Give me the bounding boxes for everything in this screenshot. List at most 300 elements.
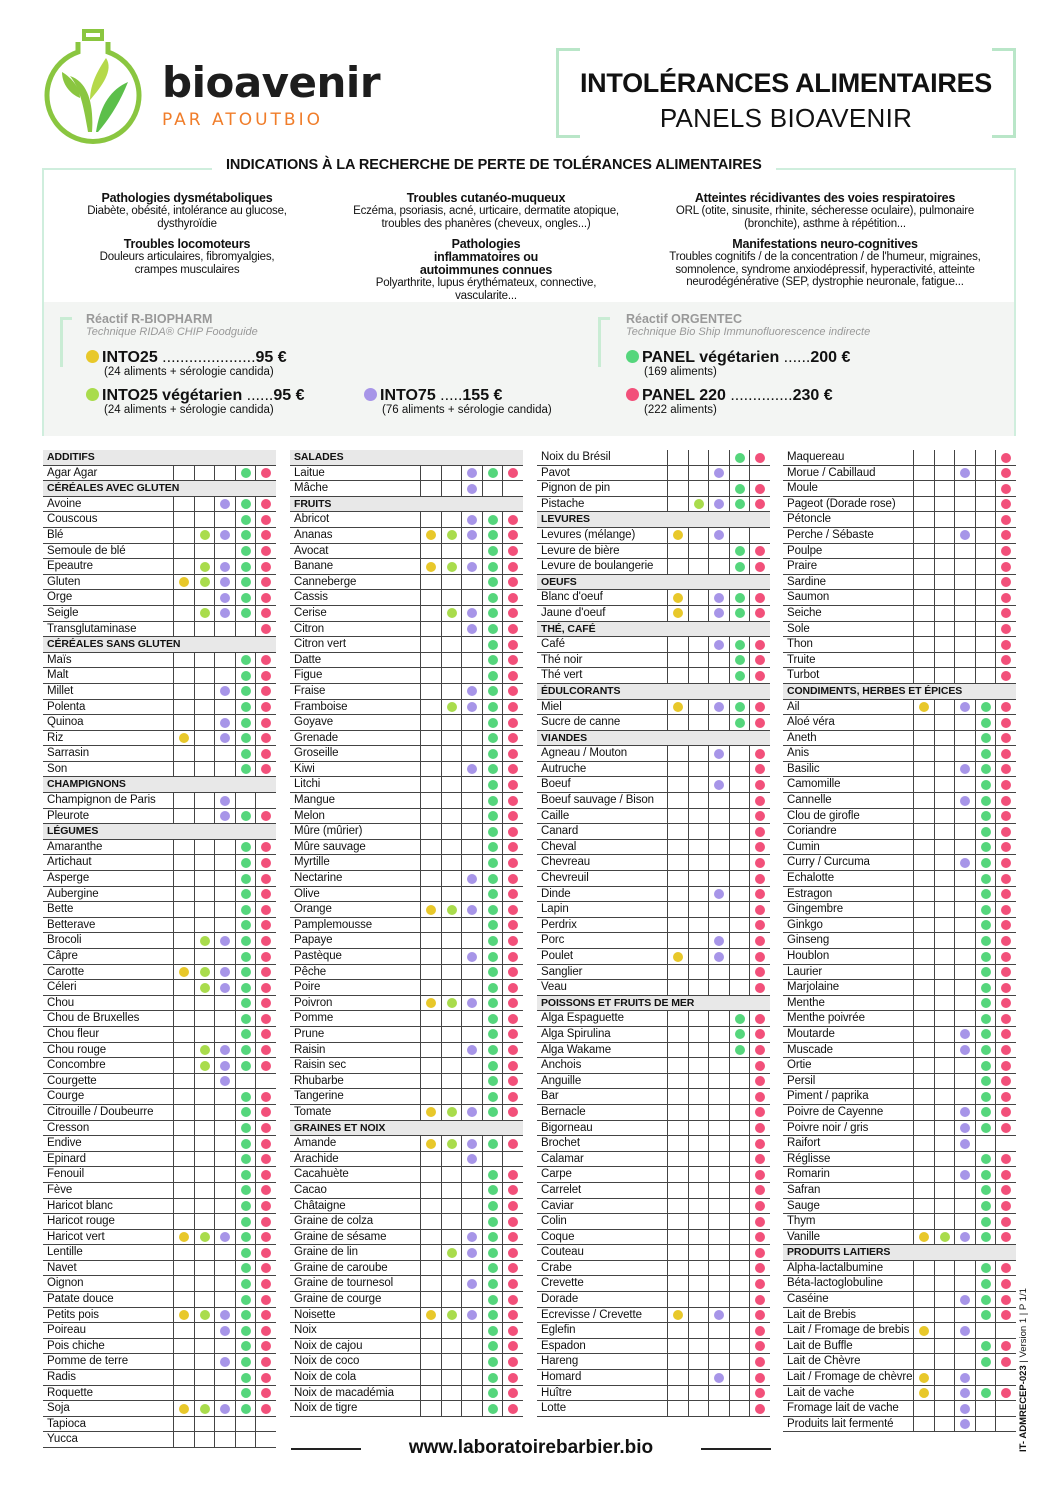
panel-dot-icon — [1001, 453, 1011, 463]
panel-cell — [235, 1261, 256, 1276]
panel-cell — [214, 1058, 235, 1073]
panel-dot-icon — [467, 998, 477, 1008]
panel-cell — [708, 715, 729, 730]
panel-cell — [214, 1432, 235, 1447]
panel-dot-icon — [179, 577, 189, 587]
panel-dot-icon — [261, 1404, 271, 1414]
panel-cell — [934, 1276, 955, 1291]
panel-cell — [173, 809, 194, 824]
panel-dot-icon — [426, 562, 436, 572]
panel-cell — [729, 746, 750, 761]
panel-cell — [954, 1323, 975, 1338]
panel-cell — [420, 1308, 441, 1323]
panel-cell — [708, 1074, 729, 1089]
food-row — [537, 1339, 770, 1355]
panel-dot-icon — [261, 1061, 271, 1071]
panel-cell — [975, 824, 996, 839]
panel-cell — [173, 684, 194, 699]
panel-cell — [194, 902, 215, 917]
food-name: Haricot blanc — [47, 1199, 113, 1212]
panel-cell — [214, 606, 235, 621]
panel-cell — [995, 840, 1016, 855]
panel-cell — [729, 715, 750, 730]
food-row — [537, 1136, 770, 1152]
panel-dot-icon — [241, 1201, 251, 1211]
food-name: Autruche — [541, 762, 587, 775]
panel-cell — [934, 1089, 955, 1104]
panel-dot-icon — [261, 1217, 271, 1227]
panel-cell — [995, 1152, 1016, 1167]
food-row — [43, 1276, 276, 1292]
panel-cell — [975, 1261, 996, 1276]
food-row — [290, 1011, 523, 1027]
panel-dot-icon — [488, 796, 498, 806]
panel-cell — [995, 1401, 1016, 1416]
food-row — [537, 980, 770, 996]
panel-cell — [461, 933, 482, 948]
panel-dot-icon — [241, 874, 251, 884]
food-name: Chou — [47, 996, 75, 1009]
panel-cell — [482, 700, 503, 715]
panel-dot-icon — [960, 764, 970, 774]
panel-dot-icon — [960, 1029, 970, 1039]
panel-cell — [482, 777, 503, 792]
food-row — [537, 481, 770, 497]
food-row — [537, 559, 770, 575]
panel-dot-icon — [981, 936, 991, 946]
food-name: Myrtille — [294, 856, 330, 869]
panel-cell — [255, 731, 276, 746]
brand-name: bioavenir — [162, 58, 381, 107]
panel-cell — [441, 902, 462, 917]
panel-cell — [461, 575, 482, 590]
panel-cell — [975, 855, 996, 870]
food-name: Crabe — [541, 1261, 572, 1274]
food-row — [537, 1027, 770, 1043]
panel-cell — [729, 1214, 750, 1229]
panel-cell — [194, 575, 215, 590]
food-name: Cresson — [47, 1121, 90, 1134]
panel-cell — [708, 824, 729, 839]
food-name: Sanglier — [541, 965, 583, 978]
panel-cell — [461, 1261, 482, 1276]
reactif-rbiopharm — [86, 312, 258, 338]
food-name: Porc — [541, 934, 565, 947]
panel-dot-icon — [735, 608, 745, 618]
panel-dot-icon — [241, 1248, 251, 1258]
food-row — [783, 450, 1016, 466]
panel-dot-icon — [261, 983, 271, 993]
food-row — [537, 715, 770, 731]
panel-cell — [502, 731, 523, 746]
panel-cell — [173, 528, 194, 543]
panel-dot-icon — [261, 1107, 271, 1117]
panel-cell — [420, 559, 441, 574]
panel-cell — [954, 653, 975, 668]
panel-dot-icon — [508, 874, 518, 884]
panel-dot-icon — [755, 749, 765, 759]
food-row — [43, 949, 276, 965]
panel-dot-icon — [488, 1217, 498, 1227]
panel-cell — [482, 1354, 503, 1369]
panel-dot-icon — [981, 1341, 991, 1351]
pink-dot-icon — [626, 388, 639, 401]
panel-dot-icon — [714, 1310, 724, 1320]
panel-cell — [954, 715, 975, 730]
panel-cell — [708, 590, 729, 605]
food-row — [783, 1183, 1016, 1199]
panel-cell — [729, 1354, 750, 1369]
panel-cell — [995, 512, 1016, 527]
food-row — [783, 1354, 1016, 1370]
food-name: Lait de vache — [787, 1386, 855, 1399]
food-name: Thon — [787, 638, 813, 651]
panel-cell — [502, 1308, 523, 1323]
yellow-dot-icon — [86, 350, 99, 363]
panel-cell — [482, 715, 503, 730]
panel-cell — [461, 700, 482, 715]
panel-cell — [688, 1136, 709, 1151]
panel-cell — [214, 700, 235, 715]
food-row — [43, 497, 276, 513]
panel-cell — [708, 1386, 729, 1401]
panel-cell — [749, 949, 770, 964]
food-name: Lotte — [541, 1402, 567, 1415]
panel-dot-icon — [220, 577, 230, 587]
panel-cell — [502, 1167, 523, 1182]
food-name: Ananas — [294, 528, 333, 541]
panel-cell — [255, 497, 276, 512]
panel-cell — [667, 777, 688, 792]
panel-cell — [173, 902, 194, 917]
food-name: Cumin — [787, 840, 820, 853]
panel-cell — [954, 949, 975, 964]
panel-cell — [235, 1058, 256, 1073]
panel-cell — [235, 1089, 256, 1104]
panel-cell — [441, 1276, 462, 1291]
panel-dot-icon — [735, 1014, 745, 1024]
panel-cell — [235, 1354, 256, 1369]
panel-cell — [235, 544, 256, 559]
panel-dot-icon — [940, 1232, 950, 1242]
indication-text: Eczéma, psoriasis, acné, urticaire, dermatite atopique, troubles des phanères (cheveux, ongles...) — [353, 205, 619, 230]
panel-dot-icon — [1001, 484, 1011, 494]
food-name: Mâche — [294, 482, 329, 495]
panel-cell — [173, 1167, 194, 1182]
food-name: Poivron — [294, 996, 333, 1009]
panel-cell — [749, 965, 770, 980]
panel-cell — [235, 1043, 256, 1058]
panel-cell — [255, 1199, 276, 1214]
panel-dot-icon — [241, 936, 251, 946]
panel-dot-icon — [508, 983, 518, 993]
panel-dot-icon — [960, 1170, 970, 1180]
panel-cell — [255, 871, 276, 886]
food-row — [43, 1011, 276, 1027]
food-name: Curry / Curcuma — [787, 856, 870, 869]
panel-cell — [975, 980, 996, 995]
panel-cell — [954, 637, 975, 652]
food-name: Blé — [47, 528, 64, 541]
panel-dot-icon — [488, 718, 498, 728]
panel-cell — [975, 668, 996, 683]
panel-cell — [708, 887, 729, 902]
panel-cell — [214, 996, 235, 1011]
panel-cell — [729, 1167, 750, 1182]
food-row — [783, 1386, 1016, 1402]
panel-cell — [173, 512, 194, 527]
food-row — [537, 1245, 770, 1261]
panel-cell — [461, 590, 482, 605]
panel-cell — [482, 1074, 503, 1089]
panel-cell — [708, 653, 729, 668]
panel-cell — [235, 1370, 256, 1385]
panel-dot-icon — [261, 920, 271, 930]
panel-dot-icon — [179, 1310, 189, 1320]
food-row — [43, 684, 276, 700]
panel-cell — [482, 887, 503, 902]
food-name: Pistache — [541, 497, 585, 510]
panel-dot-icon — [241, 1123, 251, 1133]
panel-cell — [708, 559, 729, 574]
panel-cell — [194, 1323, 215, 1338]
panel-cell — [420, 1183, 441, 1198]
panel-cell — [420, 606, 441, 621]
panel-dot-icon — [467, 905, 477, 915]
food-name: Thé vert — [541, 669, 583, 682]
panel-cell — [995, 887, 1016, 902]
panel-cell — [235, 809, 256, 824]
panel-cell — [913, 840, 934, 855]
panel-cell — [194, 762, 215, 777]
panel-dot-icon — [1001, 499, 1011, 509]
food-name: Praire — [787, 560, 818, 573]
panel-dot-icon — [261, 1388, 271, 1398]
panel-dot-icon — [220, 811, 230, 821]
panel-cell — [995, 1089, 1016, 1104]
food-name: Banane — [294, 560, 334, 573]
panel-cell — [913, 793, 934, 808]
panel-cell — [667, 918, 688, 933]
panel-cell — [461, 824, 482, 839]
food-row — [43, 544, 276, 560]
panel-cell — [995, 1043, 1016, 1058]
panel-dot-icon — [426, 1310, 436, 1320]
food-row — [537, 840, 770, 856]
panel-dot-icon — [426, 1139, 436, 1149]
panel-dot-icon — [735, 546, 745, 556]
panel-cell — [461, 855, 482, 870]
panel-cell — [482, 684, 503, 699]
panel-cell — [934, 1370, 955, 1385]
panel-cell — [688, 1308, 709, 1323]
panel-cell — [194, 1292, 215, 1307]
food-row — [783, 1074, 1016, 1090]
panel-dot-icon — [488, 827, 498, 837]
food-row — [537, 497, 770, 513]
food-name: Chou rouge — [47, 1043, 107, 1056]
panel-cell — [954, 1417, 975, 1432]
panel-cell — [688, 1261, 709, 1276]
panel-cell — [441, 855, 462, 870]
food-name: Fenouil — [47, 1168, 85, 1181]
panel-dot-icon — [981, 889, 991, 899]
panel-dot-icon — [220, 1045, 230, 1055]
panel-cell — [688, 902, 709, 917]
panel-cell — [995, 1230, 1016, 1245]
panel-dot-icon — [1001, 640, 1011, 650]
panel-cell — [502, 1043, 523, 1058]
panel-dot-icon — [261, 811, 271, 821]
panel-dot-icon — [735, 499, 745, 509]
indication-title: Troubles locomoteurs — [123, 237, 251, 251]
panel-cell — [482, 902, 503, 917]
panel-cell — [913, 887, 934, 902]
food-row — [290, 840, 523, 856]
panel-dot-icon — [241, 562, 251, 572]
panel-cell — [688, 1152, 709, 1167]
food-row — [783, 933, 1016, 949]
panel-dot-icon — [488, 593, 498, 603]
food-name: Sauge — [787, 1199, 820, 1212]
panel-cell — [194, 1245, 215, 1260]
food-row — [783, 918, 1016, 934]
panel-cell — [995, 715, 1016, 730]
food-row — [537, 855, 770, 871]
panel-cell — [173, 1354, 194, 1369]
panel-dot-icon — [1001, 967, 1011, 977]
panel-cell — [913, 497, 934, 512]
food-name: Anchois — [541, 1059, 582, 1072]
panel-dot-icon — [488, 1248, 498, 1258]
panel-dot-icon — [467, 952, 477, 962]
panel-cell — [255, 544, 276, 559]
panel-cell — [482, 668, 503, 683]
panel-cell — [729, 1339, 750, 1354]
panel-cell — [194, 980, 215, 995]
food-table-col-4 — [783, 450, 1016, 1432]
panel-cell — [667, 840, 688, 855]
panel-cell — [214, 1292, 235, 1307]
food-row — [43, 793, 276, 809]
panel-dot-icon — [981, 796, 991, 806]
panel-cell — [934, 668, 955, 683]
panel-cell — [461, 528, 482, 543]
panel-cell — [214, 559, 235, 574]
panel-cell — [420, 1214, 441, 1229]
food-row — [783, 512, 1016, 528]
panel-cell — [667, 933, 688, 948]
food-name: Dorade — [541, 1293, 579, 1306]
food-row — [537, 1370, 770, 1386]
panel-cell — [461, 1214, 482, 1229]
panel-cell — [975, 590, 996, 605]
food-row — [783, 1027, 1016, 1043]
panel-dot-icon — [1001, 1310, 1011, 1320]
panel-cell — [173, 1027, 194, 1042]
panel-cell — [975, 762, 996, 777]
panel-cell — [194, 512, 215, 527]
panel-cell — [441, 1323, 462, 1338]
food-row — [537, 1167, 770, 1183]
panel-cell — [913, 762, 934, 777]
panel-dot-icon — [960, 1295, 970, 1305]
panel-dot-icon — [755, 1185, 765, 1195]
panel-dot-icon — [488, 811, 498, 821]
panel-cell — [708, 933, 729, 948]
panel-cell — [749, 887, 770, 902]
panel-cell — [255, 887, 276, 902]
food-row — [290, 965, 523, 981]
panel-cell — [667, 793, 688, 808]
panel-dot-icon — [755, 1326, 765, 1336]
panel-cell — [688, 1121, 709, 1136]
panel-dot-icon — [755, 952, 765, 962]
food-name: Pêche — [294, 965, 327, 978]
panel-cell — [482, 996, 503, 1011]
website-link[interactable]: www.laboratoirebarbier.bio — [408, 1437, 654, 1458]
panel-dot-icon — [755, 1061, 765, 1071]
panel-dot-icon — [981, 952, 991, 962]
panel-cell — [975, 1089, 996, 1104]
panel-cell — [729, 1011, 750, 1026]
panel-dot-icon — [755, 1357, 765, 1367]
food-name: Prune — [294, 1027, 325, 1040]
food-row — [43, 512, 276, 528]
food-row — [43, 918, 276, 934]
panel-dot-icon — [241, 858, 251, 868]
document-code: IT- ADMRECEP-023 | Version 1 | P 1/1 — [1018, 1288, 1029, 1452]
food-row — [537, 637, 770, 653]
panel-dot-icon — [220, 608, 230, 618]
panel-dot-icon — [261, 530, 271, 540]
panel-cell — [461, 606, 482, 621]
panel-cell — [954, 902, 975, 917]
panel-cell — [688, 590, 709, 605]
panel-cell — [934, 1011, 955, 1026]
food-name: Amande — [294, 1137, 337, 1150]
panel-cell — [688, 497, 709, 512]
panel-cell — [173, 1152, 194, 1167]
panel-cell — [749, 528, 770, 543]
panel-dot-icon — [261, 1014, 271, 1024]
panel-dot-icon — [508, 1139, 518, 1149]
panel-cell — [913, 512, 934, 527]
food-name: Gingembre — [787, 903, 843, 916]
panel-cell — [235, 668, 256, 683]
food-table-col-3 — [537, 450, 770, 1417]
food-name: Ail — [787, 700, 800, 713]
panel-cell — [173, 559, 194, 574]
panel-dot-icon — [200, 1404, 210, 1414]
food-row — [783, 1058, 1016, 1074]
panel-dot-icon — [220, 593, 230, 603]
panel-cell — [461, 746, 482, 761]
panel-dot-icon — [467, 686, 477, 696]
panel-cell — [420, 902, 441, 917]
panel-cell — [913, 1261, 934, 1276]
panel-cell — [667, 700, 688, 715]
food-name: Kiwi — [294, 762, 315, 775]
panel-cell — [235, 902, 256, 917]
food-name: Produits lait fermenté — [787, 1417, 894, 1430]
panel-cell — [173, 887, 194, 902]
panel-cell — [934, 466, 955, 481]
panel-cell — [173, 1386, 194, 1401]
panel-cell — [913, 1323, 934, 1338]
panel-dot-icon — [981, 858, 991, 868]
panel-cell — [214, 1167, 235, 1182]
